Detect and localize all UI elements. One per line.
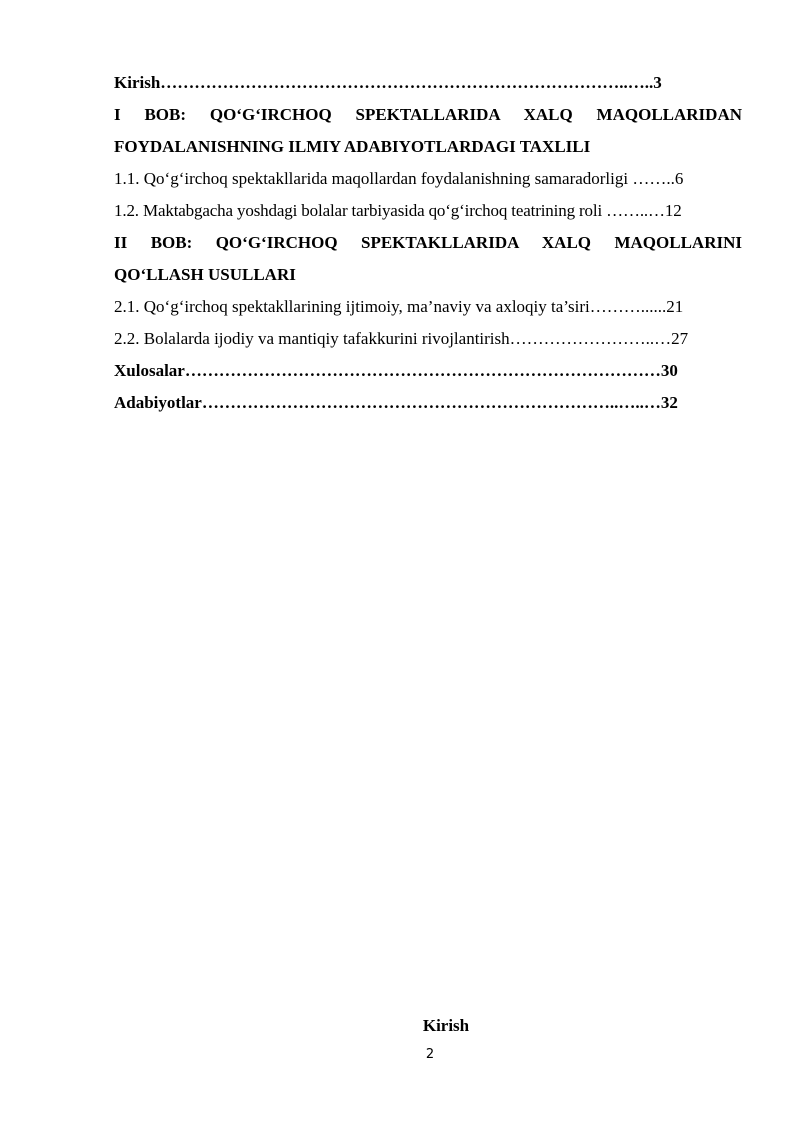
toc-entry-1-1: 1.1. Qo‘g‘irchoq spektakllarida maqollardan foydalanishning samaradorligi ……..6 bbox=[114, 169, 684, 188]
toc-entry-kirish: Kirish………………………………………………………………………..…..3 bbox=[114, 73, 662, 92]
toc-entry-xulosalar: Xulosalar…………………………………………………………………………30 bbox=[114, 361, 678, 380]
table-of-contents bbox=[114, 70, 742, 416]
section-heading-kirish: Kirish bbox=[422, 1016, 470, 1035]
page-number: 2 bbox=[425, 1047, 435, 1062]
toc-entry-1-2: 1.2. Maktabgacha yoshdagi bolalar tarbiyasida qo‘g‘irchoq teatrining roli ……..…12 bbox=[114, 201, 682, 220]
toc-chapter-2-title-line-1: II BOB: QO‘G‘IRCHOQ SPEKTAKLLARIDA XALQ MAQOLLARINI bbox=[114, 233, 742, 252]
toc-chapter-1-title-line-1: I BOB: QO‘G‘IRCHOQ SPEKTALLARIDA XALQ MAQOLLARIDAN bbox=[114, 105, 742, 124]
toc-entry-2-1: 2.1. Qo‘g‘irchoq spektakllarining ijtimoiy, ma’naviy va axloqiy ta’siri………......21 bbox=[114, 297, 684, 316]
toc-chapter-1-title-line-2: FOYDALANISHNING ILMIY ADABIYOTLARDAGI TAXLILI bbox=[114, 137, 591, 156]
toc-entry-2-2: 2.2. Bolalarda ijodiy va mantiqiy tafakkurini rivojlantirish……………………..…27 bbox=[114, 329, 689, 348]
toc-entry-adabiyotlar: Adabiyotlar………………………………………………………………..…..…32 bbox=[114, 393, 678, 412]
toc-chapter-2-title-line-2: QO‘LLASH USULLARI bbox=[114, 265, 296, 284]
